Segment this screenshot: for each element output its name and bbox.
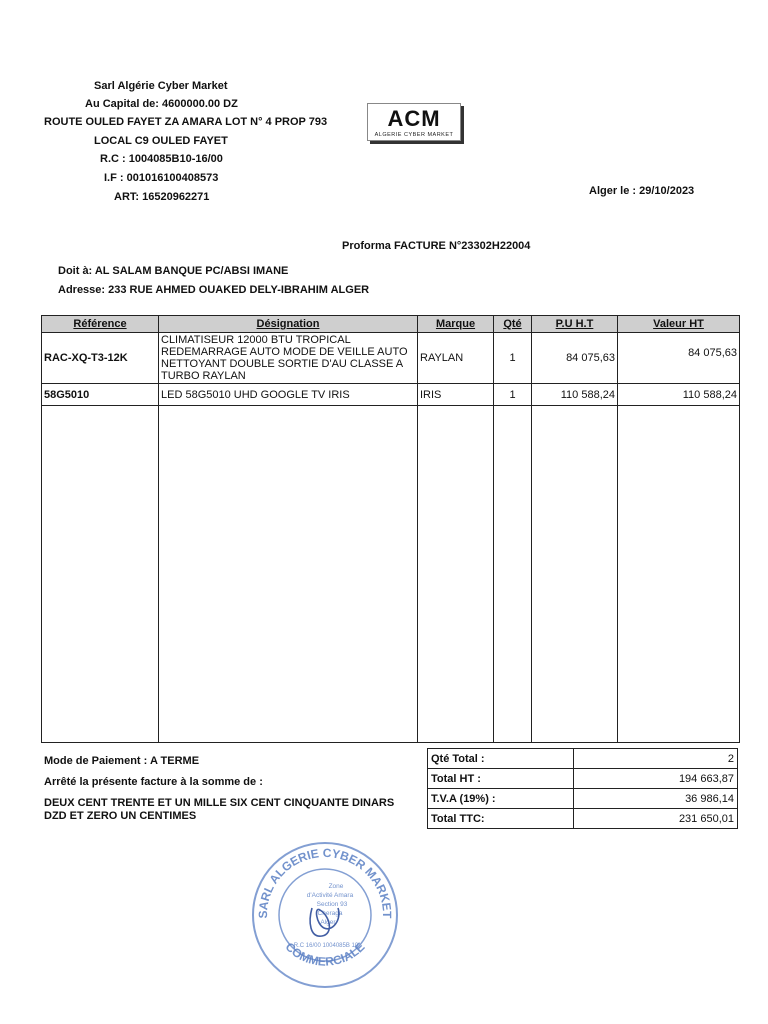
cell-reference: 58G5010 xyxy=(42,384,159,406)
company-art: ART: 16520962271 xyxy=(114,191,210,203)
cell-pu-ht: 110 588,24 xyxy=(532,384,618,406)
tva-value: 36 986,14 xyxy=(574,789,738,809)
stamp-top-text: SARL ALGERIE CYBER MARKET xyxy=(255,845,395,919)
client-address: Adresse: 233 RUE AHMED OUAKED DELY-IBRAHIM ALGER xyxy=(58,284,370,296)
stamp-inner-line: Zone xyxy=(328,883,344,890)
totals-row xyxy=(428,809,738,829)
cell-marque: IRIS xyxy=(418,384,494,406)
company-logo xyxy=(367,103,461,141)
total-ttc-label: Total TTC: xyxy=(428,809,574,829)
invoice-title: Proforma FACTURE N°23302H22004 xyxy=(342,240,531,252)
header-designation: Désignation xyxy=(159,316,418,333)
cell-designation: LED 58G5010 UHD GOOGLE TV IRIS xyxy=(159,384,418,406)
table-empty-row xyxy=(42,406,740,743)
logo-tagline: ALGERIE CYBER MARKET xyxy=(374,132,454,138)
stamp-inner-line: Alger xyxy=(320,919,336,926)
qte-total-value: 2 xyxy=(574,749,738,769)
cell-reference: RAC-XQ-T3-12K xyxy=(42,333,159,384)
client-name: Doit à: AL SALAM BANQUE PC/ABSI IMANE xyxy=(58,265,289,277)
table-row xyxy=(42,333,740,384)
total-ht-label: Total HT : xyxy=(428,769,574,789)
payment-arrete: Arrêté la présente facture à la somme de : xyxy=(44,776,263,788)
amount-words-line2: DZD ET ZERO UN CENTIMES xyxy=(44,810,197,822)
company-rc: R.C : 1004085B10-16/00 xyxy=(100,153,223,165)
total-ttc-value: 231 650,01 xyxy=(574,809,738,829)
invoice-date: Alger le : 29/10/2023 xyxy=(589,185,695,197)
stamp-bottom-text: COMMERCIALE xyxy=(282,939,368,969)
stamp-inner-line: d'Activité Amara xyxy=(306,892,354,899)
table-header-row xyxy=(42,316,740,333)
cell-designation: CLIMATISEUR 12000 BTU TROPICAL REDEMARRAGE AUTO MODE DE VEILLE AUTO NETTOYANT DOUBLE SORTIE D'AU CLASSE A TURBO RAYLAN xyxy=(159,333,418,384)
company-capital: Au Capital de: 4600000.00 DZ xyxy=(85,98,238,110)
cell-valeur-ht: 84 075,63 xyxy=(618,333,740,384)
stamp-rc: R.C 16/00 1004085B 10 xyxy=(293,943,359,949)
total-ht-value: 194 663,87 xyxy=(574,769,738,789)
header-valeur-ht: Valeur HT xyxy=(618,316,740,333)
cell-pu-ht: 84 075,63 xyxy=(532,333,618,384)
header-pu-ht: P.U H.T xyxy=(532,316,618,333)
header-reference: Référence xyxy=(42,316,159,333)
totals-row xyxy=(428,749,738,769)
stamp-inner-line: Section 93 xyxy=(316,901,348,908)
totals-table xyxy=(427,748,738,829)
company-name: Sarl Algérie Cyber Market xyxy=(94,80,228,92)
header-marque: Marque xyxy=(418,316,494,333)
header-qte: Qté xyxy=(494,316,532,333)
company-address-line2: LOCAL C9 OULED FAYET xyxy=(94,135,228,147)
tva-label: T.V.A (19%) : xyxy=(428,789,574,809)
svg-text:SARL ALGERIE CYBER MARKET xyxy=(256,846,394,919)
items-table xyxy=(41,315,740,743)
totals-row xyxy=(428,789,738,809)
table-row xyxy=(42,384,740,406)
cell-marque: RAYLAN xyxy=(418,333,494,384)
totals-row xyxy=(428,769,738,789)
cell-qte: 1 xyxy=(494,384,532,406)
cell-valeur-ht: 110 588,24 xyxy=(618,384,740,406)
company-if: I.F : 001016100408573 xyxy=(104,172,219,184)
cell-qte: 1 xyxy=(494,333,532,384)
stamp-inner-line: Cheraga xyxy=(317,910,343,917)
company-address-line1: ROUTE OULED FAYET ZA AMARA LOT N° 4 PROP 793 xyxy=(44,116,328,128)
company-stamp xyxy=(250,840,400,990)
payment-mode: Mode de Paiement : A TERME xyxy=(44,755,200,767)
qte-total-label: Qté Total : xyxy=(428,749,574,769)
logo-letters: ACM xyxy=(387,106,441,131)
amount-words-line1: DEUX CENT TRENTE ET UN MILLE SIX CENT CINQUANTE DINARS xyxy=(44,797,395,809)
